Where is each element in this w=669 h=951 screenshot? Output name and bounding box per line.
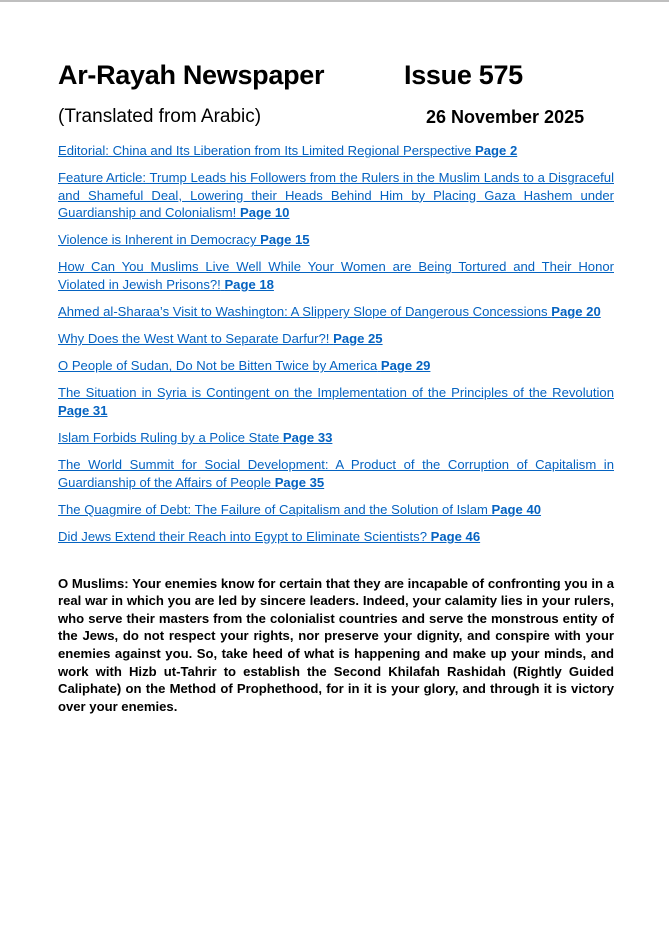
table-of-contents xyxy=(58,142,614,546)
toc-page-number: Page 46 xyxy=(430,529,481,544)
toc-link[interactable] xyxy=(58,258,614,293)
toc-link[interactable] xyxy=(58,501,614,519)
toc-link[interactable] xyxy=(58,169,614,222)
toc-link-title: The World Summit for Social Development: A Product of the Corruption of Capitalism in Guardianship of the Affairs of People xyxy=(58,457,614,490)
toc-link-title: Editorial: China and Its Liberation from Its Limited Regional Perspective xyxy=(58,143,472,158)
toc-link-title: Violence is Inherent in Democracy xyxy=(58,232,257,248)
toc-page-number: Page 29 xyxy=(380,358,431,374)
newspaper-title: Ar-Rayah Newspaper xyxy=(58,60,325,90)
toc-link-title: Did Jews Extend their Reach into Egypt to Eliminate Scientists? xyxy=(58,529,427,544)
toc-link-title: The Quagmire of Debt: The Failure of Capitalism and the Solution of Islam xyxy=(58,501,488,517)
issue-date: 26 November 2025 xyxy=(426,107,585,127)
toc-link-title: The Situation in Syria is Contingent on the Implementation of the Principles of the Revolution xyxy=(58,385,614,401)
toc-link[interactable] xyxy=(58,528,614,546)
translation-note: (Translated from Arabic) xyxy=(58,106,262,127)
toc-link-title: Why Does the West Want to Separate Darfur?! xyxy=(58,331,330,347)
toc-page-number: Page 18 xyxy=(224,277,274,293)
toc-link[interactable] xyxy=(58,330,614,348)
toc-page-number: Page 40 xyxy=(491,501,542,517)
closing-statement: O Muslims: Your enemies know for certain that they are incapable of confronting you in a real war in which you are led by sincere leaders. Indeed, your calamity lies in your rulers, who serve their masters from the colonialist countries and serve the monstrous entity of the Jews, do not respect your rights, nor preserve your dignity, and conspire with your enemies against you. So, take heed of what is happening and make up your minds, and work with Hizb ut-Tahrir to establish the Second Khilafah Rashidah (Rightly Guided Caliphate) on the Method of Prophethood, for in it is your glory, and through it is victory over your enemies. xyxy=(58,575,614,714)
toc-page-number: Page 10 xyxy=(239,205,290,221)
toc-link[interactable] xyxy=(58,429,614,447)
page-top-rule xyxy=(0,0,669,2)
toc-link[interactable] xyxy=(58,384,614,419)
toc-link-title: Ahmed al-Sharaa’s Visit to Washington: A Slippery Slope of Dangerous Concessions xyxy=(58,304,548,320)
toc-link[interactable] xyxy=(58,142,614,160)
toc-page-number: Page 20 xyxy=(551,304,601,320)
toc-page-number: Page 15 xyxy=(260,232,310,248)
toc-link-title: Islam Forbids Ruling by a Police State xyxy=(58,430,280,446)
issue-number: Issue 575 xyxy=(404,60,523,90)
toc-link[interactable] xyxy=(58,303,614,321)
toc-link-title: Feature Article: Trump Leads his Followers from the Rulers in the Muslim Lands to a Disgraceful and Shameful Deal, Lowering their Heads Behind Him by Placing Gaza Hashem under Guardianship and Colonialism! xyxy=(58,170,614,221)
masthead xyxy=(58,56,614,106)
toc-link[interactable] xyxy=(58,357,614,375)
subheader xyxy=(58,106,614,142)
toc-page-number: Page 35 xyxy=(274,474,325,490)
toc-page-number: Page 33 xyxy=(282,430,333,446)
toc-link-title: O People of Sudan, Do Not be Bitten Twice by America xyxy=(58,358,378,374)
toc-page-number: Page 25 xyxy=(333,331,383,347)
toc-page-number: Page 31 xyxy=(58,403,108,419)
newsletter-page xyxy=(58,56,614,715)
toc-link[interactable] xyxy=(58,231,614,249)
toc-page-number: Page 2 xyxy=(475,143,518,158)
toc-link[interactable] xyxy=(58,456,614,491)
toc-link-title: How Can You Muslims Live Well While Your Women are Being Tortured and Their Honor Violated in Jewish Prisons?! xyxy=(58,259,614,293)
